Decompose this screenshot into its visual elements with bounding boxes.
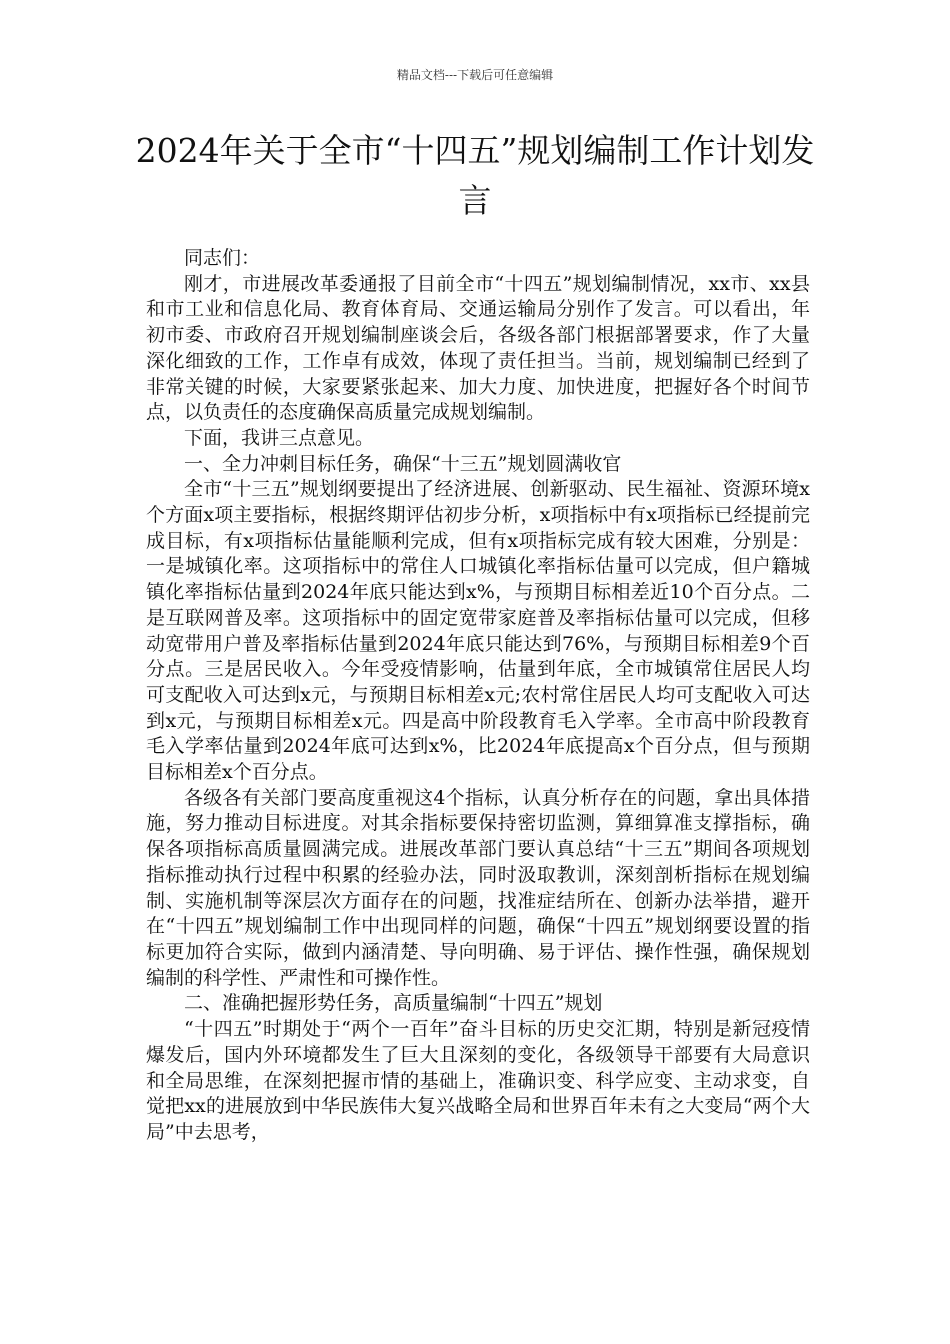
- paragraph: “十四五”时期处于“两个一百年”奋斗目标的历史交汇期，特别是新冠疫情爆发后，国内外环境都发生了巨大且深刻的变化，各级领导干部要有大局意识和全局思维，在深刻把握市情的基础上，准确识变、科学应变、主动求变，自觉把xx的进展放到中华民族伟大复兴战略全局和世界百年未有之大变局“两个大局”中去思考，: [146, 1018, 810, 1143]
- section-heading: 二、准确把握形势任务，高质量编制“十四五”规划: [184, 992, 603, 1015]
- document-title: 2024年关于全市“十四五”规划编制工作计划发言: [135, 131, 815, 220]
- paragraph: 全市“十三五”规划纲要提出了经济进展、创新驱动、民生福祉、资源环境x个方面x项主要指标，根据终期评估初步分析，x项指标中有x项指标已经提前完成目标，有x项指标估量能顺利完成，但有x项指标完成有较大困难，分别是：一是城镇化率。这项指标中的常住人口城镇化率指标估量可以完成，但户籍城镇化率指标估量到2024年底只能达到x%，与预期目标相差近10个百分点。二是互联网普及率。这项指标中的固定宽带家庭普及率指标估量可以完成，但移动宽带用户普及率指标估量到2024年底只能达到76%，与预期目标相差9个百分点。三是居民收入。今年受疫情影响，估量到年底，全市城镇常住居民人均可支配收入可达到x元，与预期目标相差x元;农村常住居民人均可支配收入可达到x元，与预期目标相差x元。四是高中阶段教育毛入学率。全市高中阶段教育毛入学率估量到2024年底可达到x%，比2024年底提高x个百分点，但与预期目标相差x个百分点。: [146, 478, 810, 784]
- section-heading: 一、全力冲刺目标任务，确保“十三五”规划圆满收官: [184, 452, 622, 475]
- document-body: [146, 246, 810, 1146]
- paragraph: 刚才，市进展改革委通报了目前全市“十四五”规划编制情况，xx市、xx县和市工业和信息化局、教育体育局、交通运输局分别作了发言。可以看出，年初市委、市政府召开规划编制座谈会后，各级各部门根据部署要求，作了大量深化细致的工作，工作卓有成效，体现了责任担当。当前，规划编制已经到了非常关键的时候，大家要紧张起来、加大力度、加快进度，把握好各个时间节点，以负责任的态度确保高质量完成规划编制。: [146, 272, 810, 424]
- salutation: 同志们：: [184, 247, 261, 269]
- page-header-note: 精品文档---下载后可任意编辑: [396, 68, 554, 82]
- paragraph: 下面，我讲三点意见。: [184, 426, 375, 449]
- paragraph: 各级各有关部门要高度重视这4个指标，认真分析存在的问题，拿出具体措施，努力推动目标进度。对其余指标要保持密切监测，算细算准支撑指标，确保各项指标高质量圆满完成。进展改革部门要认真总结“十三五”期间各项规划指标推动执行过程中积累的经验办法，同时汲取教训，深刻剖析指标在规划编制、实施机制等深层次方面存在的问题，找准症结所在、创新办法举措，避开在“十四五”规划编制工作中出现同样的问题，确保“十四五”规划纲要设置的指标更加符合实际，做到内涵清楚、导向明确、易于评估、操作性强，确保规划编制的科学性、严肃性和可操作性。: [146, 786, 810, 989]
